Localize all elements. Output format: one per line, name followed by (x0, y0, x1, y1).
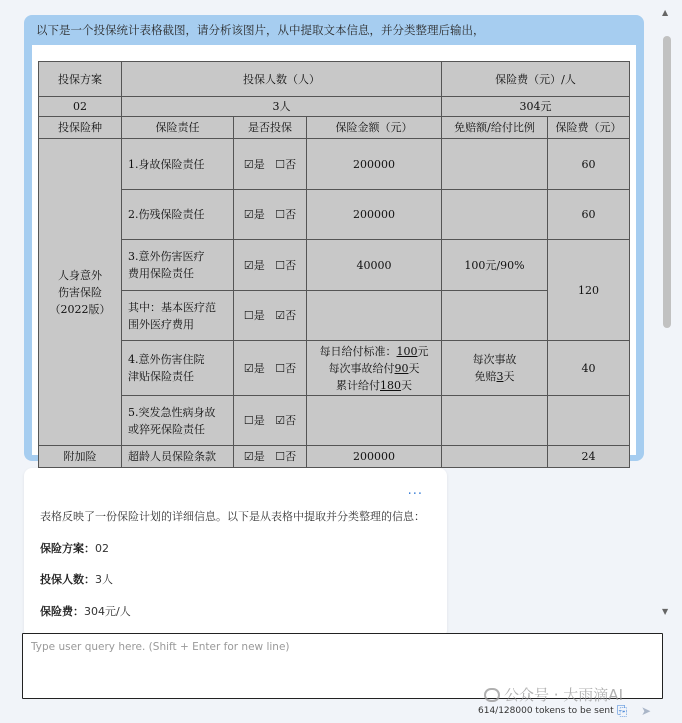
cell-line: 每日给付标准：100元 (319, 344, 429, 358)
table-cell: 1.身故保险责任 (122, 139, 234, 190)
triangle-down-icon[interactable]: ▼ (662, 607, 669, 616)
checkbox-no: ☑否 (275, 414, 297, 427)
checkbox-yes: ☑是 (243, 258, 265, 272)
uploaded-table-image (32, 45, 636, 463)
checkbox-no: ☐否 (275, 450, 297, 463)
table-cell (307, 291, 442, 341)
assistant-people: 投保人数：3人 (40, 573, 113, 586)
table-cell: 2.伤残保险责任 (122, 190, 234, 240)
table-cell: 304元 (442, 97, 630, 117)
checkbox-yes: ☑是 (243, 361, 265, 375)
table-cell (122, 341, 234, 396)
table-cell (234, 341, 307, 396)
assistant-fee: 保险费：304元/人 (40, 605, 131, 618)
cell-line: （2022版） (49, 302, 111, 316)
insurance-table (38, 61, 630, 468)
table-cell (234, 190, 307, 240)
table-row (39, 341, 630, 396)
table-cell: 投保人数（人） (122, 62, 442, 97)
checkbox-yes: ☑是 (243, 157, 265, 171)
watermark: 公众号 · 大雨滴AI (484, 684, 623, 705)
checkbox-no: ☐否 (275, 157, 297, 171)
table-cell (548, 396, 630, 446)
cell-line: 津贴保险责任 (128, 370, 194, 383)
checkbox-no: ☐否 (275, 208, 297, 221)
cell-line: 每次事故 (472, 353, 517, 366)
table-cell (442, 341, 548, 396)
table-cell (307, 341, 442, 396)
chat-scrollbar[interactable] (660, 8, 674, 616)
checkbox-no: ☑否 (275, 309, 297, 322)
table-cell: 200000 (307, 190, 442, 240)
table-cell (307, 396, 442, 446)
more-options-icon[interactable]: ... (407, 483, 423, 498)
table-cell: 是否投保 (234, 117, 307, 139)
table-cell (234, 396, 307, 446)
table-cell (234, 139, 307, 190)
table-cell (234, 291, 307, 341)
scroll-thumb[interactable] (663, 36, 671, 328)
cell-line: 每次事故给付90天 (328, 361, 420, 375)
cell-line: 其中：基本医疗范 (128, 300, 216, 314)
table-cell: 40000 (307, 240, 442, 291)
table-cell (442, 291, 548, 341)
checkbox-yes: ☑是 (243, 450, 265, 463)
table-cell (122, 396, 234, 446)
table-cell (234, 446, 307, 468)
assistant-intro: 表格反映了一份保险计划的详细信息。以下是从表格中提取并分类整理的信息： (40, 510, 425, 523)
table-row (39, 117, 630, 139)
paperclip-icon[interactable]: ⎘ (617, 704, 628, 719)
table-row (39, 190, 630, 240)
checkbox-yes: ☐是 (243, 309, 265, 322)
table-cell: 3人 (122, 97, 442, 117)
table-cell: 保险费（元）/人 (442, 62, 630, 97)
send-icon[interactable]: ➤ (641, 704, 652, 718)
table-row (39, 240, 630, 291)
table-row (39, 396, 630, 446)
table-row (39, 291, 630, 341)
table-cell: 120 (548, 240, 630, 341)
table-row (39, 446, 630, 468)
table-cell (442, 446, 548, 468)
table-row (39, 97, 630, 117)
table-cell: 免赔额/给付比例 (442, 117, 548, 139)
cell-line: 费用保险责任 (128, 267, 194, 280)
cell-line: 伤害保险 (58, 285, 102, 299)
table-cell: 保险责任 (122, 117, 234, 139)
table-cell (122, 240, 234, 291)
table-cell: 超龄人员保险条款 (122, 446, 234, 468)
cell-line: 3.意外伤害医疗 (128, 250, 205, 263)
cell-line: 4.意外伤害住院 (128, 353, 205, 366)
cell-line: 5.突发急性病身故 (128, 405, 216, 419)
assistant-message (24, 468, 447, 638)
cell-line: 累计给付180天 (336, 378, 412, 392)
table-cell (234, 240, 307, 291)
wechat-icon (484, 688, 500, 702)
table-cell: 200000 (307, 446, 442, 468)
table-cell: 附加险 (39, 446, 122, 468)
user-message (24, 15, 644, 461)
checkbox-no: ☐否 (275, 361, 297, 375)
cell-line: 或猝死保险责任 (128, 422, 205, 436)
table-cell (122, 291, 234, 341)
checkbox-no: ☐否 (275, 258, 297, 272)
table-row (39, 62, 630, 97)
table-cell: 投保险种 (39, 117, 122, 139)
table-cell: 02 (39, 97, 122, 117)
table-cell: 100元/90% (442, 240, 548, 291)
table-cell (39, 139, 122, 446)
assistant-plan: 保险方案：02 (40, 542, 109, 555)
table-cell: 200000 (307, 139, 442, 190)
table-cell: 保险金额（元） (307, 117, 442, 139)
triangle-up-icon[interactable]: ▲ (662, 8, 669, 17)
cell-line: 围外医疗费用 (128, 317, 194, 331)
table-cell: 60 (548, 190, 630, 240)
table-cell (442, 396, 548, 446)
table-cell: 60 (548, 139, 630, 190)
table-row (39, 139, 630, 190)
table-cell (442, 190, 548, 240)
token-count: 614/128000 tokens to be sent (478, 706, 614, 716)
table-cell: 40 (548, 341, 630, 396)
cell-line: 免赔3天 (474, 370, 515, 383)
cell-line: 人身意外 (58, 268, 102, 282)
checkbox-yes: ☐是 (243, 414, 265, 427)
table-cell: 保险费（元） (548, 117, 630, 139)
table-cell (442, 139, 548, 190)
user-prompt-text: 以下是一个投保统计表格截图，请分析该图片，从中提取文本信息，并分类整理后输出， (36, 23, 485, 37)
checkbox-yes: ☑是 (243, 208, 265, 221)
table-cell: 投保方案 (39, 62, 122, 97)
table-cell: 24 (548, 446, 630, 468)
